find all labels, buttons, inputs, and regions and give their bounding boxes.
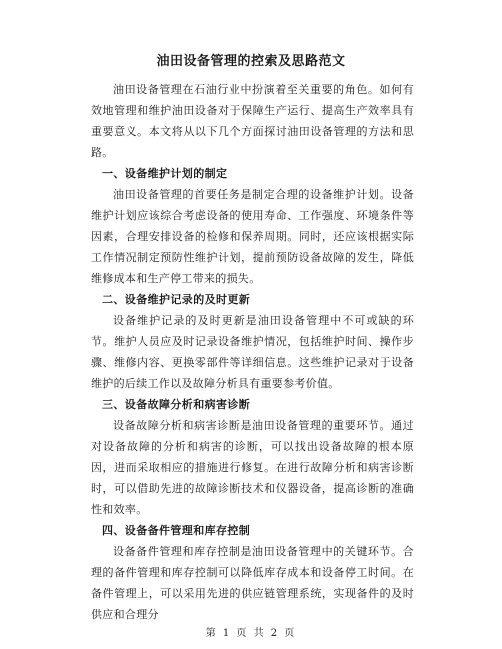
section-heading-3: 三、设备故障分析和病害诊断	[102, 398, 251, 411]
section-body-3: 设备故障分析和病害诊断是油田设备管理的重要环节。通过对设备故障的分析和病害的诊断，可以找出设备故障的根本原因，进而采取相应的措施进行修复。在进行故障分析和病害诊断时，可以借助先进的故障诊断技术和仪器设备，提高诊断的准确性和效率。	[91, 419, 414, 516]
section-body-1: 油田设备管理的首要任务是制定合理的设备维护计划。设备维护计划应该综合考虑设备的使用寿命、工作强度、环境条件等因素，合理安排设备的检修和保养周期。同时，还应该根据实际工作情况制定预防性维护计划，提前预防设备故障的发生，降低维修成本和生产停工带来的损失。	[91, 188, 414, 285]
section-heading-2: 二、设备维护记录的及时更新	[102, 293, 251, 306]
section-body-2: 设备维护记录的及时更新是油田设备管理中不可或缺的环节。维护人员应及时记录设备维护情况，包括维护时间、操作步骤、维修内容、更换零部件等详细信息。这些维护记录对于设备维护的后续工作以及故障分析具有重要参考价值。	[91, 314, 414, 390]
document-body	[91, 79, 414, 625]
document-title: 油田设备管理的控索及思路范文	[156, 54, 346, 69]
section-heading-4: 四、设备备件管理和库存控制	[102, 524, 251, 537]
section-heading-1: 一、设备维护计划的制定	[102, 167, 228, 180]
section-body-4: 设备备件管理和库存控制是油田设备管理中的关键环节。合理的备件管理和库存控制可以降低库存成本和设备停工时间。在备件管理上，可以采用先进的供应链管理系统，实现备件的及时供应和合理分	[91, 545, 414, 621]
intro-paragraph: 油田设备管理在石油行业中扮演着至关重要的角色。如何有效地管理和维护油田设备对于保障生产运行、提高生产效率具有重要意义。本文将从以下几个方面探讨油田设备管理的方法和思路。	[91, 83, 414, 159]
page-number-footer: 第 1 页 共 2 页	[205, 628, 297, 639]
